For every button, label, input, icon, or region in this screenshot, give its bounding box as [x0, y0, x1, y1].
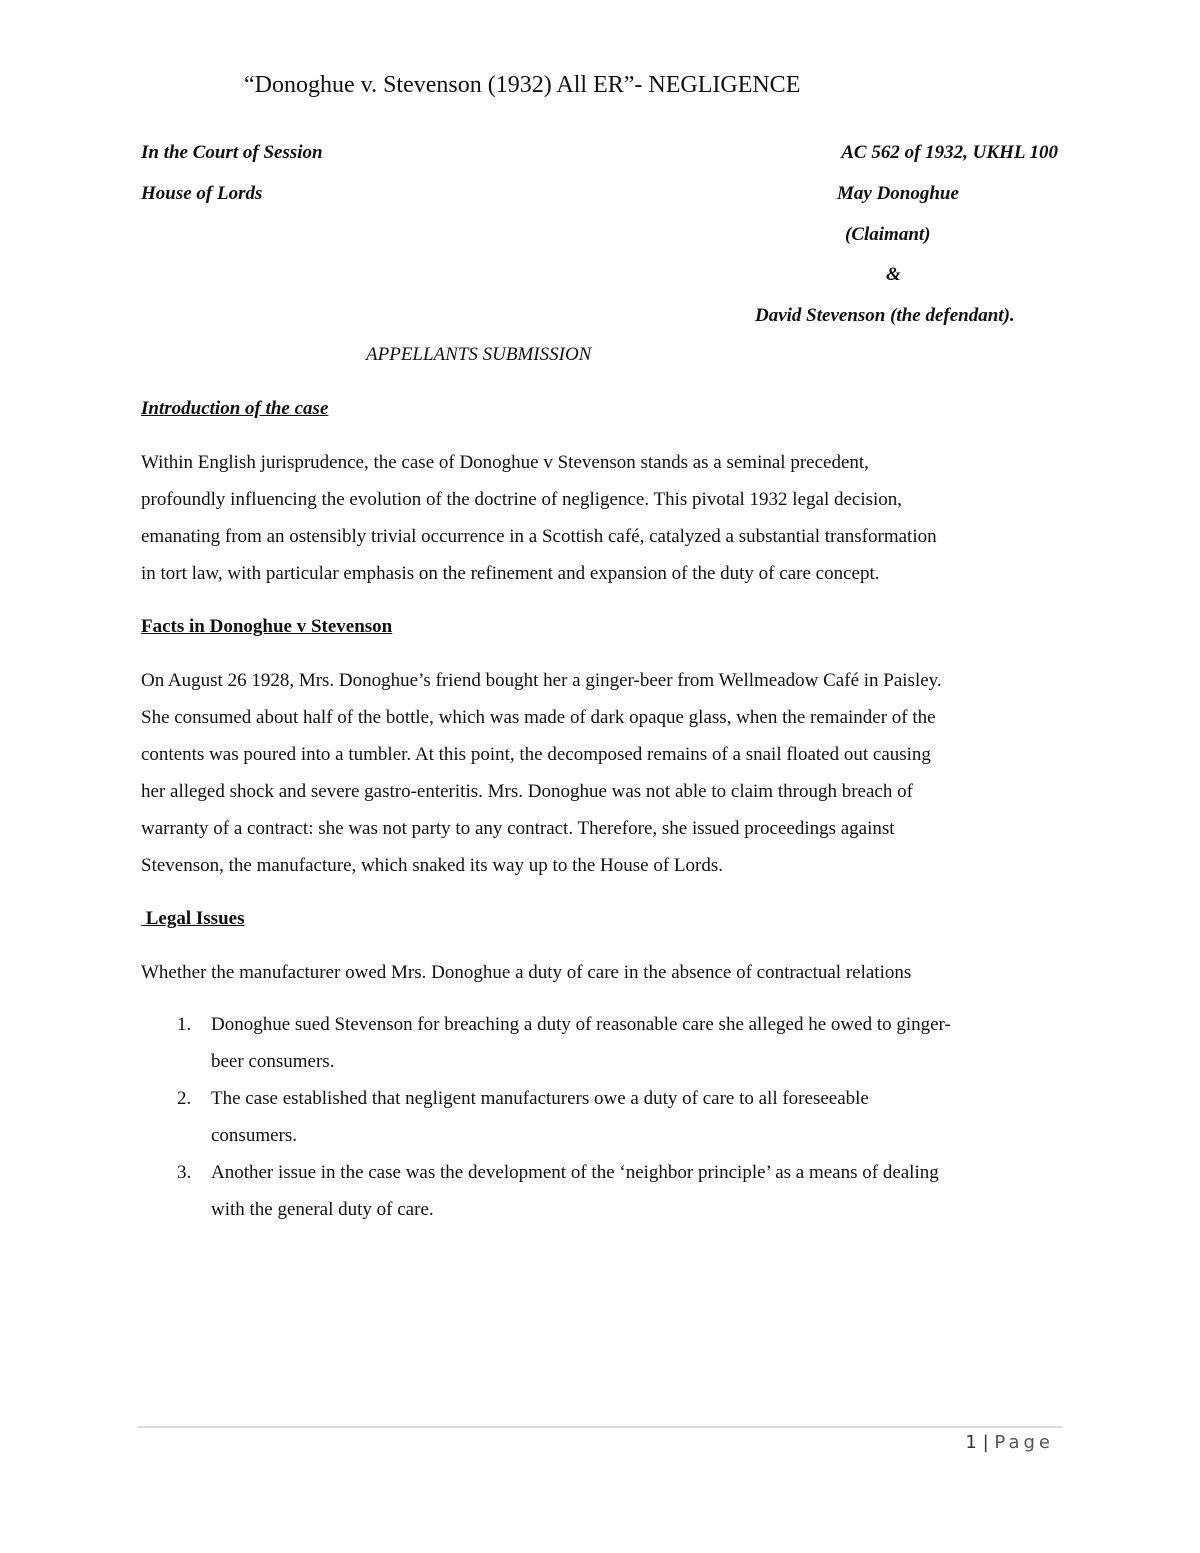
paragraph-line: warranty of a contract: she was not party to any contract. Therefore, she issued proceedings against: [141, 818, 895, 839]
court-label: In the Court of Session: [141, 142, 323, 163]
claimant-name: May Donoghue: [837, 183, 959, 204]
paragraph-line: On August 26 1928, Mrs. Donoghue’s friend bought her a ginger-beer from Wellmeadow Café in Paisley.: [141, 670, 942, 691]
page-number: 1: [965, 1432, 977, 1453]
paragraph-line: her alleged shock and severe gastro-enteritis. Mrs. Donoghue was not able to claim through breach of: [141, 781, 913, 802]
list-item-number: 3.: [177, 1162, 192, 1183]
paragraph-line: emanating from an ostensibly trivial occurrence in a Scottish café, catalyzed a substantial transformation: [141, 526, 937, 547]
house-label: House of Lords: [141, 183, 263, 204]
paragraph-line: Within English jurisprudence, the case of Donoghue v Stevenson stands as a seminal precedent,: [141, 452, 869, 473]
page-footer: [965, 1432, 1054, 1453]
list-item-line: with the general duty of care.: [211, 1199, 434, 1220]
list-item-number: 1.: [177, 1014, 192, 1035]
list-item: [141, 1006, 1061, 1080]
issues-list: [141, 1006, 1061, 1228]
claimant-role: (Claimant): [845, 224, 931, 245]
document-title: “Donoghue v. Stevenson (1932) All ER”- NEGLIGENCE: [244, 72, 801, 98]
section-heading-introduction: Introduction of the case: [141, 398, 329, 419]
paragraph-line: Stevenson, the manufacture, which snaked its way up to the House of Lords.: [141, 855, 724, 876]
paragraph-line: in tort law, with particular emphasis on the refinement and expansion of the duty of care concept.: [141, 563, 880, 584]
facts-paragraph: [141, 662, 1061, 884]
list-item-number: 2.: [177, 1088, 192, 1109]
list-item-line: The case established that negligent manufacturers owe a duty of care to all foreseeable: [211, 1088, 869, 1109]
citation-label: AC 562 of 1932, UKHL 100: [841, 142, 1058, 163]
legal-issues-paragraph: [141, 954, 1061, 991]
ampersand: &: [886, 264, 901, 285]
list-item-line: consumers.: [211, 1125, 298, 1146]
paragraph-line: She consumed about half of the bottle, which was made of dark opaque glass, when the remainder of the: [141, 707, 936, 728]
introduction-paragraph: [141, 444, 1061, 592]
submission-title: APPELLANTS SUBMISSION: [366, 344, 592, 365]
list-item-line: Donoghue sued Stevenson for breaching a duty of reasonable care she alleged he owed to ginger-: [211, 1014, 951, 1035]
paragraph-line: Whether the manufacturer owed Mrs. Donoghue a duty of care in the absence of contractual relations: [141, 962, 912, 983]
paragraph-line: contents was poured into a tumbler. At this point, the decomposed remains of a snail floated out causing: [141, 744, 931, 765]
list-item-line: beer consumers.: [211, 1051, 335, 1072]
footer-separator: |: [982, 1432, 989, 1453]
section-heading-facts: Facts in Donoghue v Stevenson: [141, 616, 393, 637]
footer-divider: [138, 1426, 1062, 1428]
list-item: [141, 1080, 1061, 1154]
page-label: Page: [994, 1432, 1054, 1453]
list-item-line: Another issue in the case was the development of the ‘neighbor principle’ as a means of dealing: [211, 1162, 939, 1183]
defendant-label: David Stevenson (the defendant).: [755, 305, 1015, 326]
section-heading-legal-issues: Legal Issues: [141, 908, 245, 929]
list-item: [141, 1154, 1061, 1228]
paragraph-line: profoundly influencing the evolution of the doctrine of negligence. This pivotal 1932 legal decision,: [141, 489, 903, 510]
